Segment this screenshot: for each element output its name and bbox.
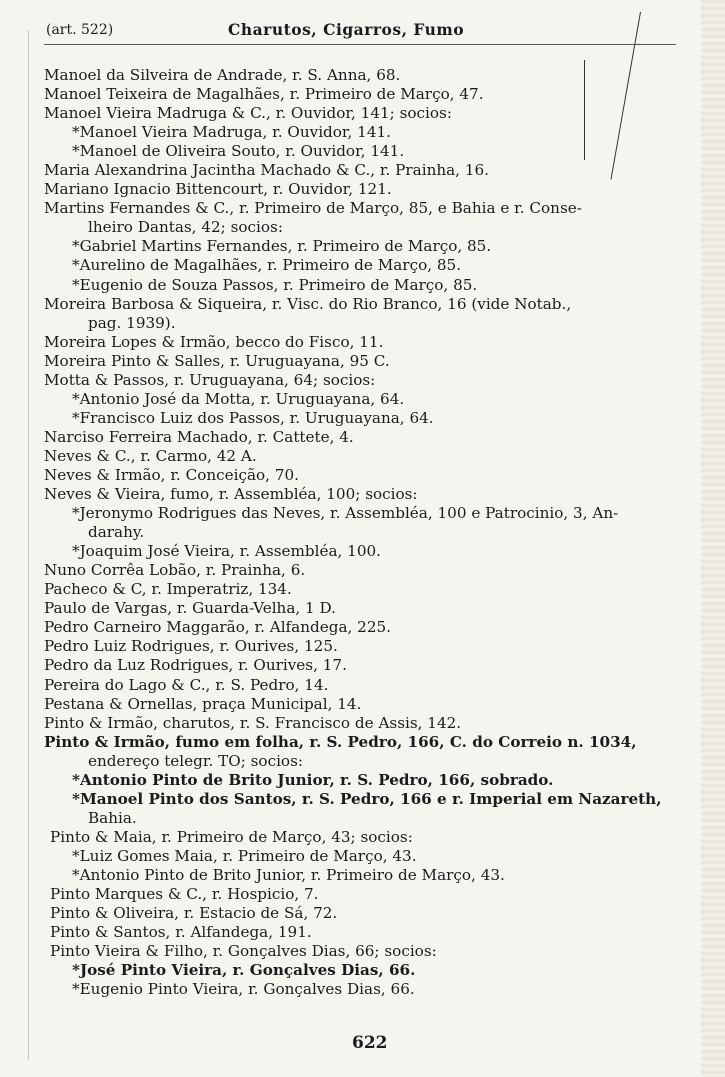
firm-entry: Pinto & Santos, r. Alfandega, 191. <box>50 923 312 942</box>
firm-entry: Paulo de Vargas, r. Guarda-Velha, 1 D. <box>44 599 336 618</box>
partner-entry: *Joaquim José Vieira, r. Assembléa, 100. <box>72 542 381 561</box>
firm-entry: Manoel Vieira Madruga & C., r. Ouvidor, 141; socios: <box>44 104 452 123</box>
partner-entry: *Jeronymo Rodrigues das Neves, r. Assembléa, 100 e Patrocinio, 3, An- <box>72 504 619 523</box>
firm-entry: Manoel Teixeira de Magalhães, r. Primeiro de Março, 47. <box>44 85 484 104</box>
firm-entry: Nuno Corrêa Lobão, r. Prainha, 6. <box>44 561 306 580</box>
page-header <box>46 20 676 44</box>
partner-entry: *Francisco Luiz dos Passos, r. Uruguayana, 64. <box>72 408 434 427</box>
page-edge <box>701 0 725 1077</box>
entry-continuation: lheiro Dantas, 42; socios: <box>88 218 283 237</box>
page-title: Charutos, Cigarros, Fumo <box>228 20 465 39</box>
firm-entry: Maria Alexandrina Jacintha Machado & C., r. Prainha, 16. <box>44 161 489 180</box>
firm-entry: Pacheco & C, r. Imperatriz, 134. <box>44 580 292 599</box>
partner-entry: *Aurelino de Magalhães, r. Primeiro de Março, 85. <box>72 256 462 275</box>
partner-entry: *Antonio Pinto de Brito Junior, r. Primeiro de Março, 43. <box>72 865 505 884</box>
entry-continuation: Bahia. <box>88 808 137 827</box>
firm-entry: Pinto & Oliveira, r. Estacio de Sá, 72. <box>50 904 338 923</box>
firm-entry: Pinto & Irmão, charutos, r. S. Francisco de Assis, 142. <box>44 713 462 732</box>
firm-entry: Martins Fernandes & C., r. Primeiro de Março, 85, e Bahia e r. Conse- <box>44 199 582 218</box>
article-number: (art. 522) <box>46 22 114 38</box>
left-margin-line <box>28 30 29 1060</box>
firm-entry: Pedro Carneiro Maggarão, r. Alfandega, 225. <box>44 618 391 637</box>
firm-entry: Moreira Pinto & Salles, r. Uruguayana, 95 C. <box>44 351 390 370</box>
entry-continuation: darahy. <box>88 523 145 542</box>
page-number: 622 <box>352 1033 388 1053</box>
firm-entry: Neves & C., r. Carmo, 42 A. <box>44 446 257 465</box>
firm-entry: Moreira Lopes & Irmão, becco do Fisco, 11. <box>44 332 384 351</box>
partner-entry: *José Pinto Vieira, r. Gonçalves Dias, 66. <box>72 961 416 980</box>
firm-entry: Motta & Passos, r. Uruguayana, 64; socios: <box>44 370 376 389</box>
directory-listing <box>44 66 684 999</box>
partner-entry: *Manoel Pinto dos Santos, r. S. Pedro, 166 e r. Imperial em Nazareth, <box>72 789 662 808</box>
entry-continuation: pag. 1939). <box>88 313 176 332</box>
header-rule <box>44 44 676 45</box>
firm-entry: Pedro da Luz Rodrigues, r. Ourives, 17. <box>44 656 347 675</box>
partner-entry: *Gabriel Martins Fernandes, r. Primeiro de Março, 85. <box>72 237 492 256</box>
firm-entry: Pereira do Lago & C., r. S. Pedro, 14. <box>44 675 329 694</box>
firm-entry: Mariano Ignacio Bittencourt, r. Ouvidor, 121. <box>44 180 392 199</box>
firm-entry: Moreira Barbosa & Siqueira, r. Visc. do Rio Branco, 16 (vide Notab., <box>44 294 572 313</box>
firm-entry: Manoel da Silveira de Andrade, r. S. Anna, 68. <box>44 66 401 84</box>
firm-entry: Pestana & Ornellas, praça Municipal, 14. <box>44 694 362 713</box>
firm-entry: Neves & Vieira, fumo, r. Assembléa, 100; socios: <box>44 485 418 504</box>
firm-entry: Pedro Luiz Rodrigues, r. Ourives, 125. <box>44 637 338 656</box>
firm-entry: Pinto Marques & C., r. Hospicio, 7. <box>50 885 319 904</box>
firm-entry: Pinto Vieira & Filho, r. Gonçalves Dias, 66; socios: <box>50 942 437 961</box>
firm-entry: Pinto & Irmão, fumo em folha, r. S. Pedro, 166, C. do Correio n. 1034, <box>44 732 637 751</box>
firm-entry: Pinto & Maia, r. Primeiro de Março, 43; socios: <box>50 827 413 846</box>
partner-entry: *Antonio Pinto de Brito Junior, r. S. Pedro, 166, sobrado. <box>72 770 554 789</box>
partner-entry: *Antonio José da Motta, r. Uruguayana, 64. <box>72 389 405 408</box>
firm-entry: Narciso Ferreira Machado, r. Cattete, 4. <box>44 427 354 446</box>
partner-entry: *Manoel Vieira Madruga, r. Ouvidor, 141. <box>72 123 391 142</box>
partner-entry: *Eugenio de Souza Passos, r. Primeiro de Março, 85. <box>72 275 478 294</box>
partner-entry: *Manoel de Oliveira Souto, r. Ouvidor, 141. <box>72 142 405 161</box>
partner-entry: *Eugenio Pinto Vieira, r. Gonçalves Dias, 66. <box>72 980 415 999</box>
partner-entry: *Luiz Gomes Maia, r. Primeiro de Março, 43. <box>72 846 417 865</box>
entry-continuation: endereço telegr. TO; socios: <box>88 751 303 770</box>
firm-entry: Neves & Irmão, r. Conceição, 70. <box>44 465 299 484</box>
